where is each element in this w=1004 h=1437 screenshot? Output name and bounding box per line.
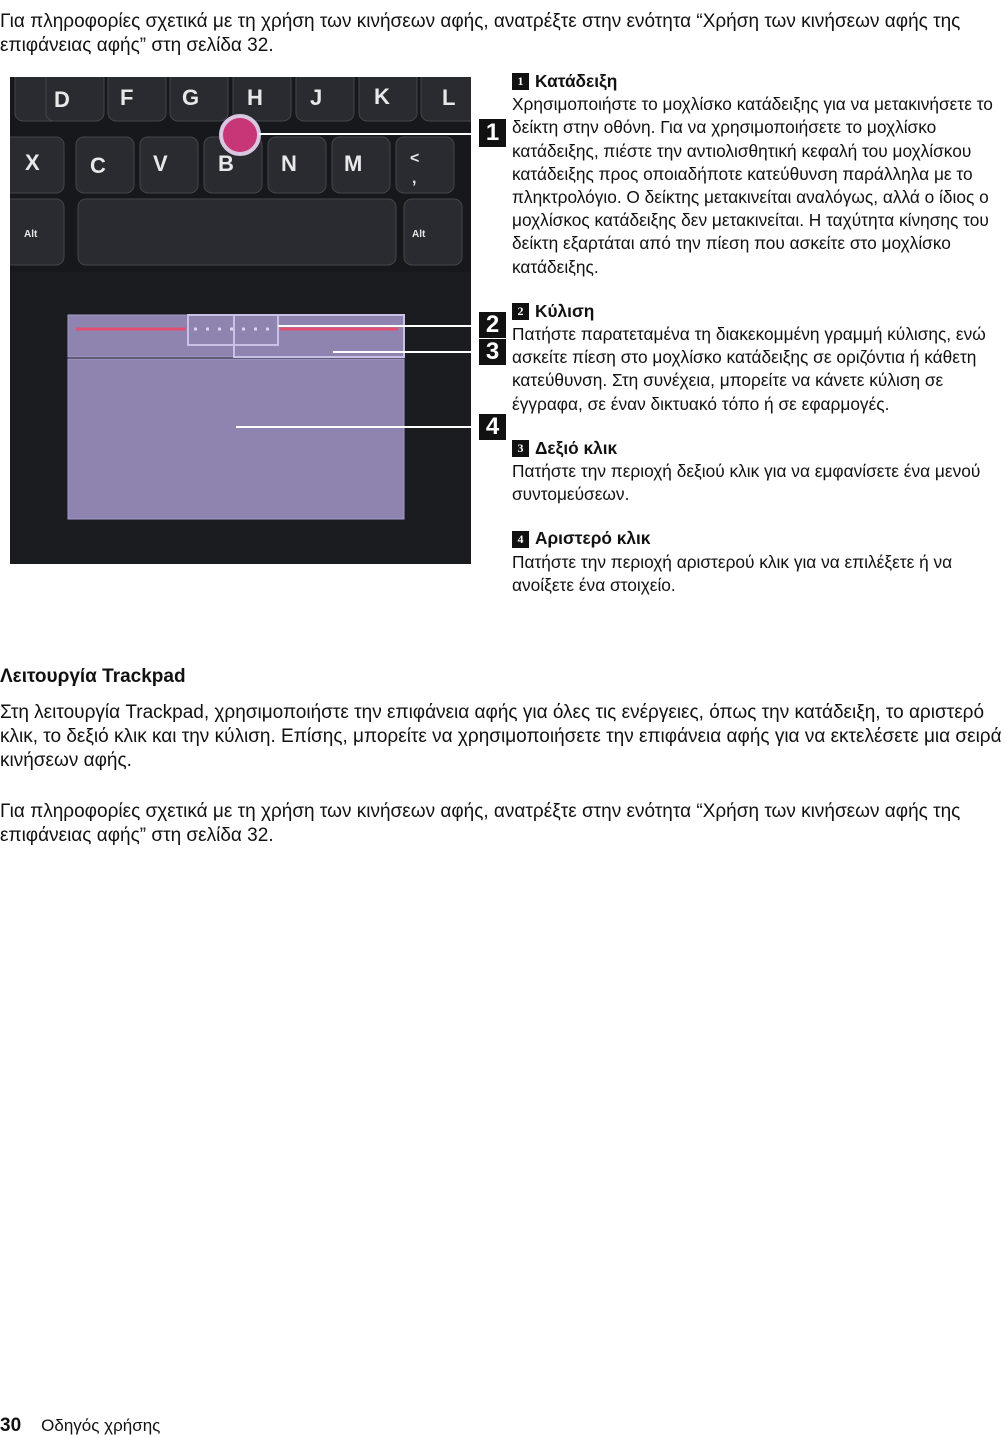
- feature-item-left-click: [512, 527, 998, 597]
- key-j: [296, 77, 354, 121]
- key-label-k: K: [374, 84, 390, 109]
- key-label-v: V: [153, 151, 168, 176]
- key-label-c: C: [90, 153, 106, 178]
- item-body: Χρησιμοποιήστε το μοχλίσκο κατάδειξης για να μετακινήσετε το δείκτη στην οθόνη. Για να χρησιμοποιήσετε το μοχλίσκο κατάδειξης, πιέστε την αντιολισθητική κεφαλή του μοχλίσκου κατάδειξης προς οποιαδήποτε κατεύθυνση παράλληλα με το πληκτρολόγιο. Ο δείκτης μετακινείται αναλόγως, αλλά ο ίδιος ο μοχλίσκος κατάδειξης δεν μετακινείται. Η ταχύτητα κίνησης του δείκτη εξαρτάται από την πίεση που ασκείτε στο μοχλίσκο κατάδειξης.: [512, 94, 993, 277]
- feature-item-scroll: [512, 300, 998, 416]
- callout-4: 4: [479, 414, 506, 440]
- item-body: Πατήστε την περιοχή δεξιού κλικ για να εμφανίσετε ένα μενού συντομεύσεων.: [512, 461, 981, 505]
- item-number-badge: 3: [512, 440, 529, 457]
- trackpoint-cap: [221, 116, 259, 154]
- section-body-reference: Για πληροφορίες σχετικά με τη χρήση των κινήσεων αφής, ανατρέξτε στην ενότητα “Χρήση των κινήσεων αφής της επιφάνειας αφής” στη σελίδα 32.: [0, 801, 961, 846]
- item-number-badge: 4: [512, 531, 529, 548]
- key-f: [108, 77, 166, 121]
- item-title: Αριστερό κλικ: [535, 528, 651, 549]
- feature-item-right-click: [512, 437, 998, 507]
- alt-right-label: Alt: [412, 229, 426, 240]
- keyboard-row-3: [10, 199, 462, 265]
- key-label-h: H: [247, 85, 263, 110]
- guide-title: Οδηγός χρήσης: [41, 1416, 161, 1435]
- item-title: Δεξιό κλικ: [535, 437, 618, 458]
- touch-surface: [68, 359, 404, 519]
- page-footer: [0, 1415, 160, 1437]
- item-title: Κατάδειξη: [535, 71, 618, 91]
- section-heading: Λειτουργία Trackpad: [0, 666, 186, 687]
- section-body: Στη λειτουργία Trackpad, χρησιμοποιήστε την επιφάνεια αφής για όλες τις ενέργειες, όπως την κατάδειξη, το αριστερό κλικ, το δεξιό κλικ και την κύλιση. Επίσης, μπορείτε να χρησιμοποιήσετε την επιφάνεια αφής για να εκτελέσετε μια σειρά κινήσεων αφής.: [0, 702, 1002, 771]
- trackpad-buttons-area: [68, 315, 404, 357]
- item-body: Πατήστε παρατεταμένα τη διακεκομμένη γραμμή κύλισης, ενώ ασκείτε πίεση στο μοχλίσκο κατάδειξης σε οριζόντια ή κάθετη κατεύθυνση. Στη συνέχεια, μπορείτε να κάνετε κύλιση σε έγγραφα, σε έναν δικτυακό τόπο ή σε εφαρμογές.: [512, 324, 986, 414]
- trackpoint-trackpad-figure: [10, 77, 471, 564]
- key-label-d: D: [54, 87, 70, 112]
- callout-2: 2: [479, 312, 506, 338]
- key-label-j: J: [310, 85, 323, 110]
- item-number-badge: 2: [512, 303, 529, 320]
- alt-left-label: Alt: [24, 229, 38, 240]
- page-number: 30: [0, 1415, 22, 1436]
- key-label-m: M: [344, 151, 363, 176]
- key-label-b: B: [218, 151, 234, 176]
- feature-list: [512, 70, 998, 618]
- key-label-l: L: [442, 85, 456, 110]
- callout-3: 3: [479, 339, 506, 365]
- key-label-x: X: [25, 150, 40, 175]
- callout-1: 1: [479, 119, 506, 147]
- item-body: Πατήστε την περιοχή αριστερού κλικ για να επιλέξετε ή να ανοίξετε ένα στοιχείο.: [512, 551, 953, 595]
- key-label-n: N: [281, 151, 297, 176]
- intro-paragraph: Για πληροφορίες σχετικά με τη χρήση των κινήσεων αφής, ανατρέξτε στην ενότητα “Χρήση των κινήσεων αφής της επιφάνειας αφής” στη σελίδα 32.: [0, 11, 961, 56]
- feature-item-pointing: [512, 70, 998, 279]
- key-label-f: F: [120, 85, 134, 110]
- key-label-g: G: [182, 85, 200, 110]
- item-title: Κύλιση: [535, 300, 595, 321]
- item-number-badge: 1: [512, 73, 529, 90]
- key-label-comma: ,: [412, 170, 417, 187]
- key-label-lt: <: [410, 150, 420, 167]
